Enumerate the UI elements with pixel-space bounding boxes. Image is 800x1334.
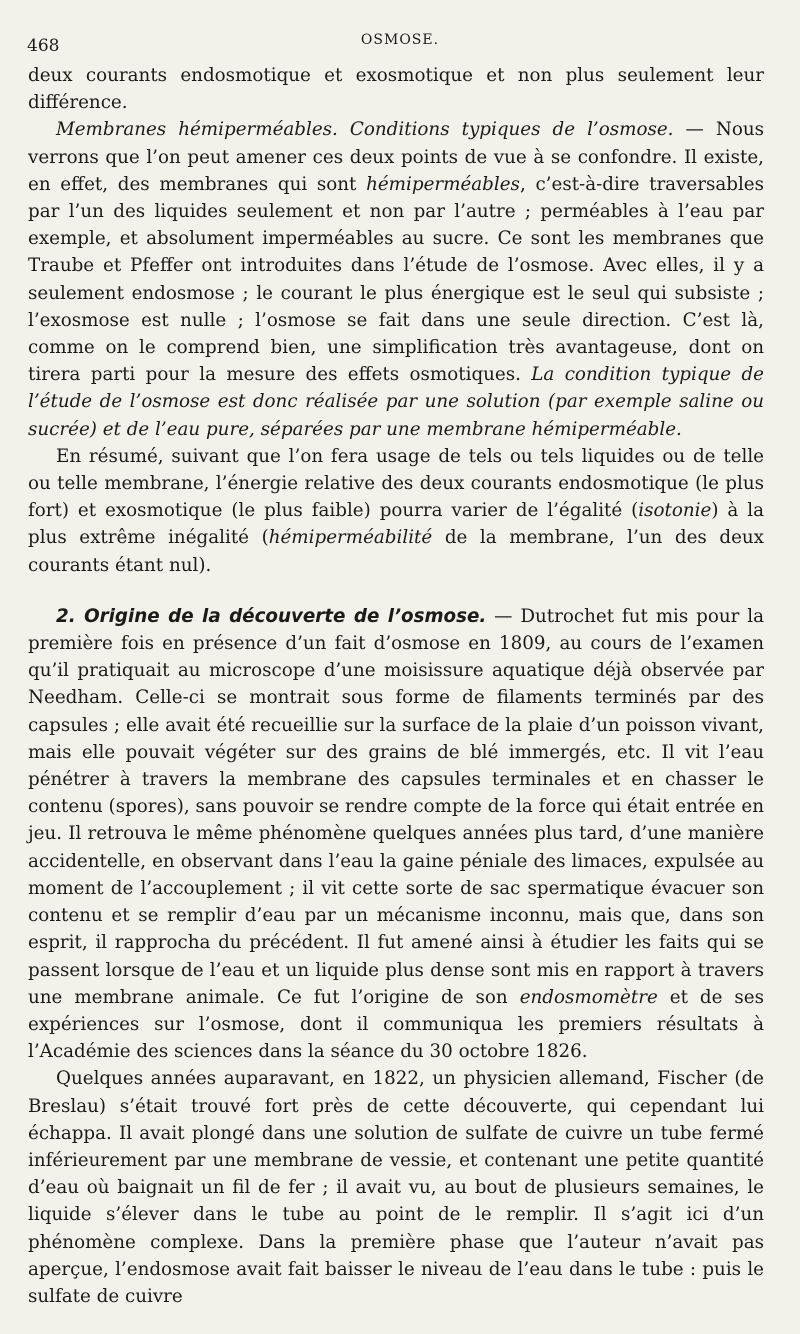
paragraph-text: Quelques années auparavant, en 1822, un physicien allemand, Fischer (de Breslau) s’était trouvé fort près de cette découverte, qui cependant lui échappa. Il avait plongé dans une solution de sulfate de cuivre un tube fermé inférieurement par une membrane de vessie, et contenant une petite quantité d’eau où baignait un fil de fer ; il avait vu, au bout de plusieurs semaines, le liquide s’élever dans le tube au point de le remplir. Il s’agit ici d’un phénomène complexe. Dans la première phase que l’auteur n’avait pas aperçue, l’endosmose avait fait baisser le niveau de l’eau dans le tube : puis le sulfate de cuivre [28, 1068, 764, 1307]
section-heading-origin: 2. Origine de la découverte de l’osmose. [56, 605, 487, 627]
italic-term: endosmomètre [519, 986, 658, 1008]
paragraph-text: , c’est-à-dire traversables par l’un des liquides seulement et non par l’autre ; perméables à l’eau par exemple, et absolument imperméables au sucre. Ce sont les membranes que Traube et Pfeffer ont introduites dans l’étude de l’osmose. Avec elles, il y a seulement endosmose ; le courant le plus énergique est le seul qui subsiste ; l’exosmose est nulle ; l’osmose se fait dans une seule direction. C’est là, comme on le comprend bien, une simplification très avantageuse, dont on tirera parti pour la mesure des effets osmotiques. [28, 173, 764, 386]
page-number: 468 [27, 36, 60, 56]
paragraph-fischer [28, 1065, 764, 1310]
paragraph-text: deux courants endosmotique et exosmotique et non plus seulement leur différence. [28, 65, 764, 114]
paragraph-text: de la membrane, l’un des deux courants étant nul). [28, 527, 764, 576]
section-heading-membranes: Membranes hémiperméables. Conditions typiques de l’osmose. [56, 119, 674, 141]
italic-term: isotonie [638, 500, 712, 522]
paragraph-text: — Dutrochet fut mis pour la première fois en présence d’un fait d’osmose en 1809, au cours de l’examen qu’il pratiquait au microscope d’une moisissure aquatique déjà observée par Needham. Celle-ci se montrait sous forme de filaments terminés par des capsules ; elle avait été recueillie sur la surface de la plaie d’un poisson vivant, mais elle pouvait végéter sur des grains de blé immergés, etc. Il vit l’eau pénétrer à travers la membrane des capsules terminales et en chasser le contenu (spores), sans pouvoir se rendre compte de la force qui était entrée en jeu. Il retrouva le même phénomène quelques années plus tard, d’une manière accidentelle, en observant dans l’eau la gaine péniale des limaces, expulsée au moment de l’accouplement ; il vit cette sorte de sac spermatique évacuer son contenu et se remplir d’eau par un mécanisme inconnu, mais que, dans son esprit, il rapprocha du précédent. Il fut amené ainsi à étudier les faits qui se passent lorsque de l’eau et un liquide plus dense sont mis en rapport à travers une membrane animale. Ce fut l’origine de son [28, 605, 764, 1008]
page-header [0, 32, 800, 62]
page-body [28, 62, 764, 1310]
italic-term: hémiperméabilité [268, 527, 433, 549]
paragraph-hemipermeable-membranes [28, 116, 764, 442]
italic-term: hémiperméables [366, 173, 520, 195]
paragraph-discovery-origin [28, 603, 764, 1065]
paragraph-summary [28, 443, 764, 579]
section-spacer [28, 579, 764, 603]
paragraph-text: et de ses expériences sur l’osmose, dont il communiqua les premiers résultats à l’Académie des sciences dans la séance du 30 octobre 1826. [28, 986, 765, 1063]
paragraph-text: — Nous verrons que l’on peut amener ces deux points de vue à se confondre. Il existe, en effet, des membranes qui sont [28, 119, 765, 195]
running-title: OSMOSE. [360, 32, 440, 48]
italic-statement: La condition typique de l’étude de l’osmose est donc réalisée par une solution (par exemple saline ou sucrée) et de l’eau pure, séparées par une membrane hémiperméable. [28, 364, 764, 440]
paragraph-text: En résumé, suivant que l’on fera usage de tels ou tels liquides ou de telle ou telle membrane, l’énergie relative des deux courants endosmotique (le plus fort) et exosmotique (le plus faible) pourra varier de l’égalité ( [28, 445, 764, 522]
paragraph-text: ) à la plus extrême inégalité ( [28, 500, 764, 549]
paragraph-continuation [28, 62, 764, 116]
